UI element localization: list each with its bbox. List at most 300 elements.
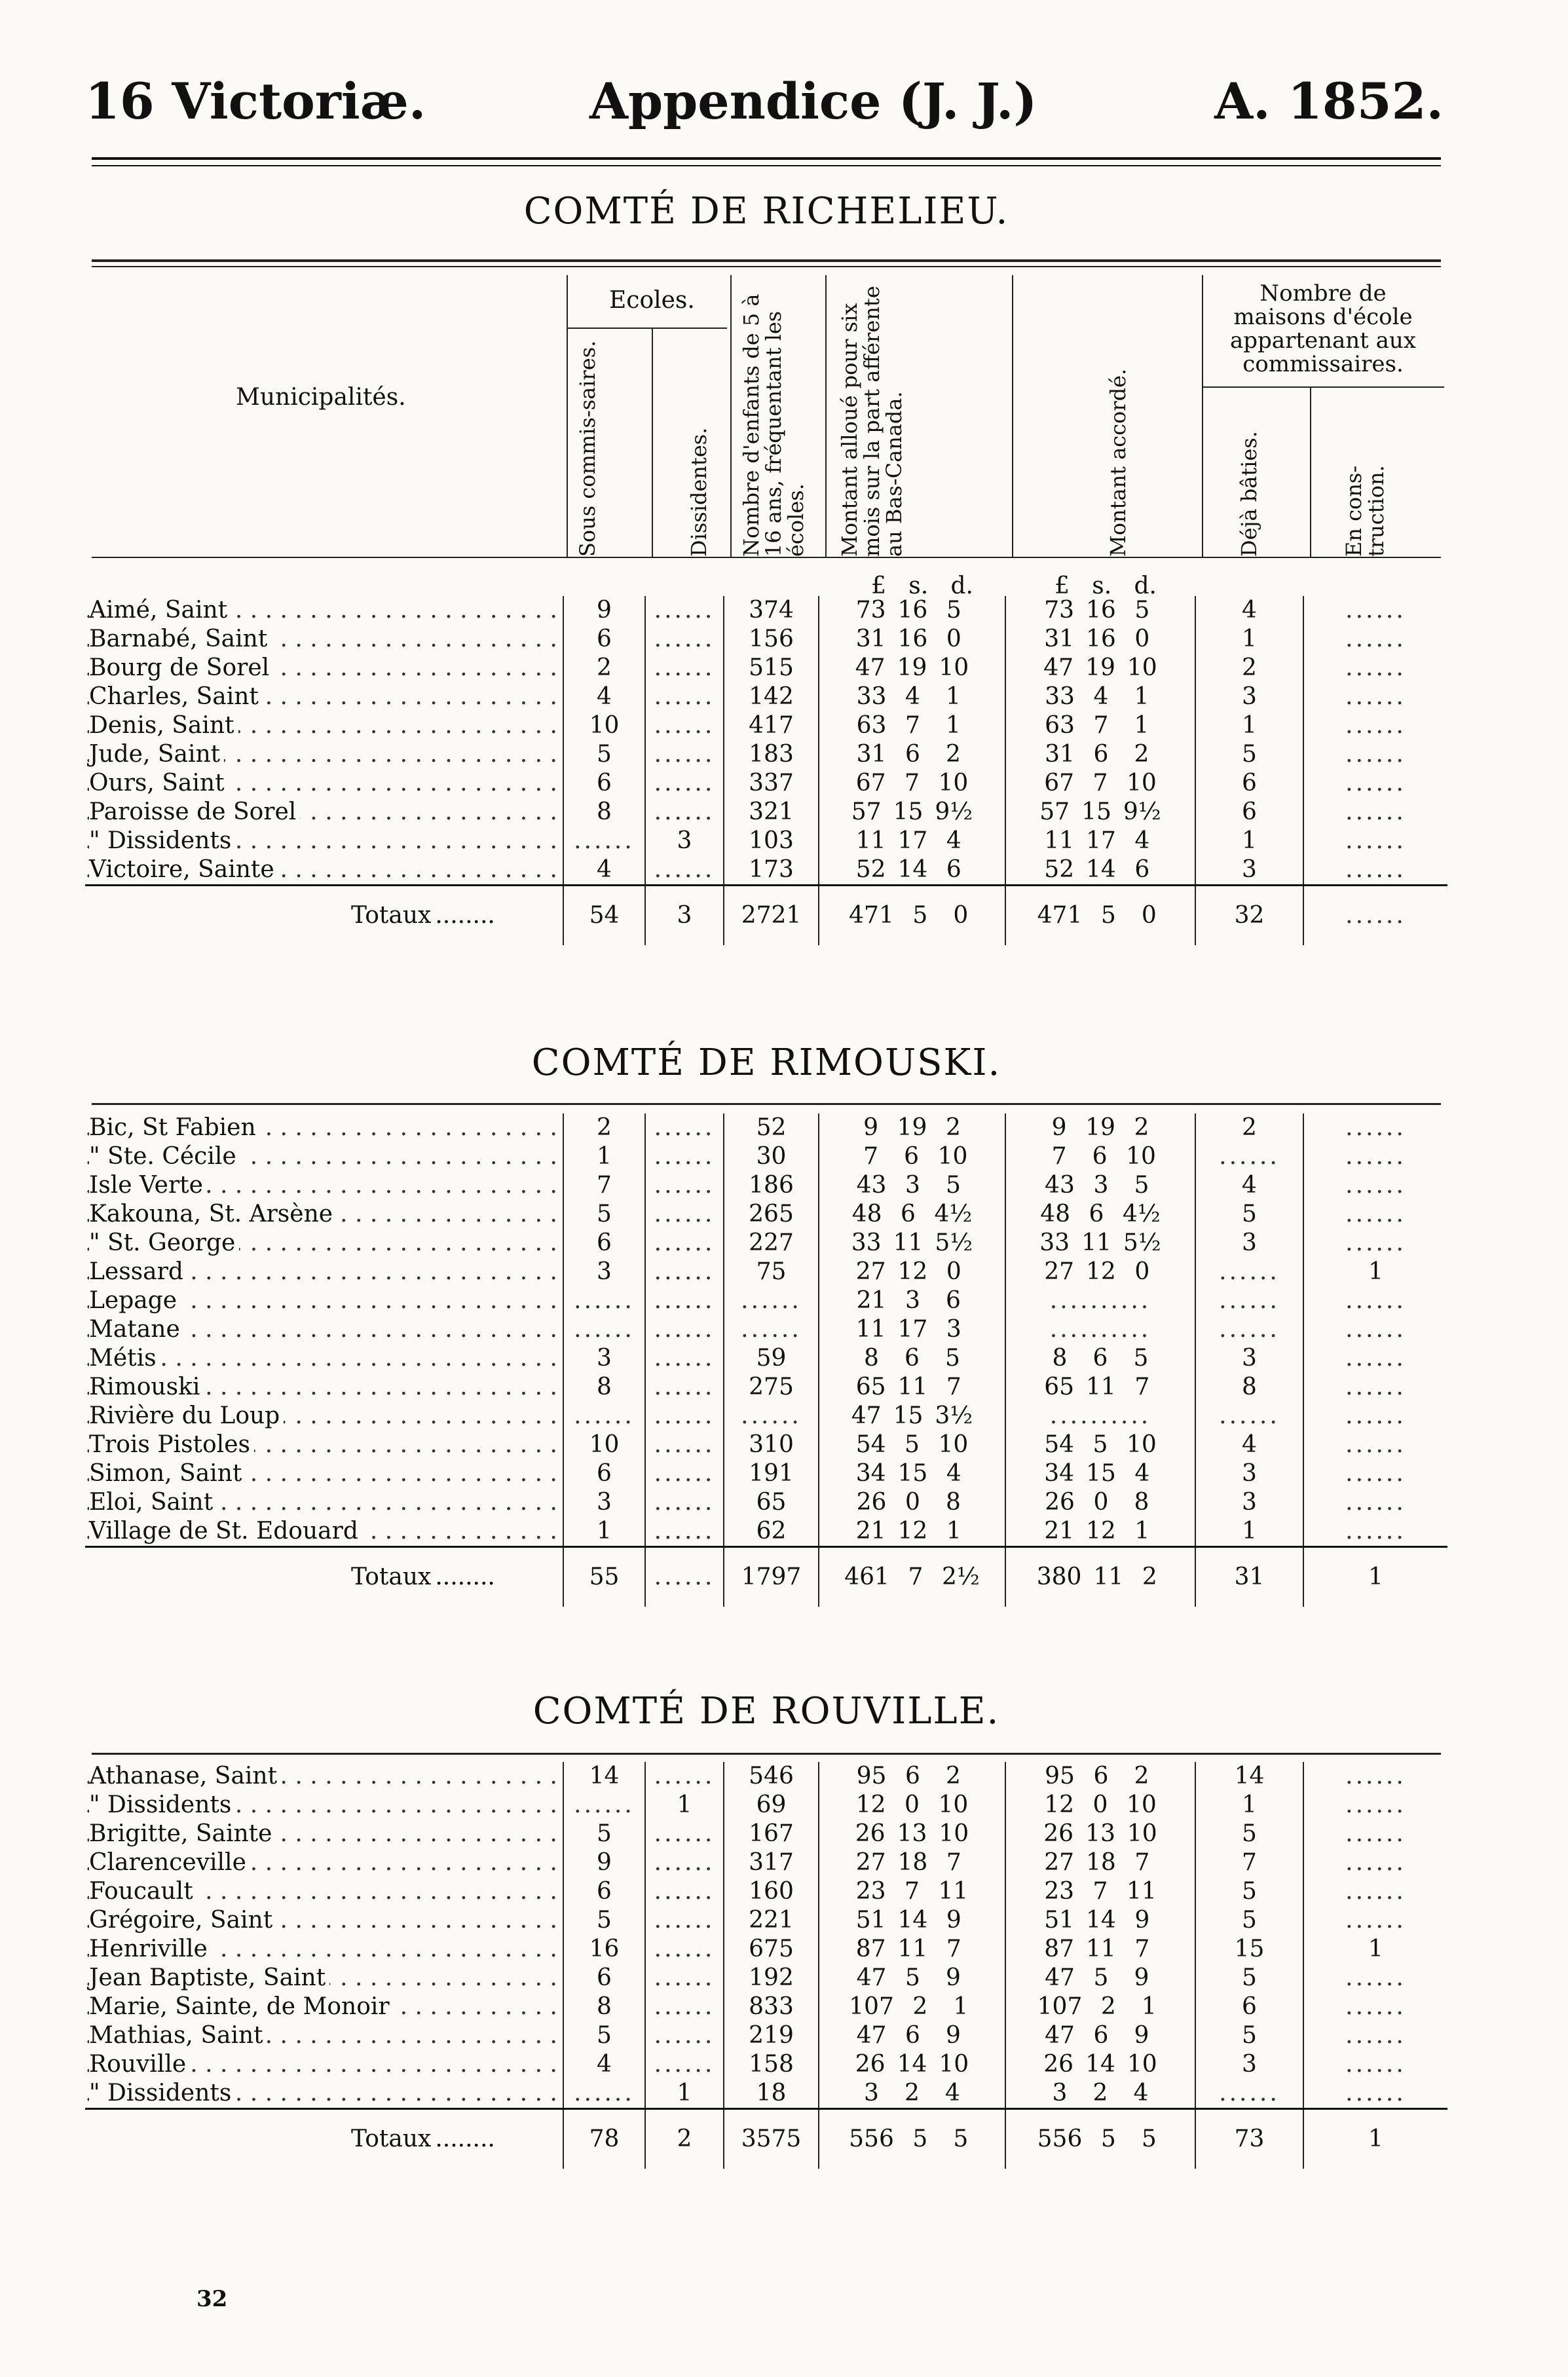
deja-baties-cell: 3	[1195, 2050, 1303, 2079]
table-row	[85, 1200, 1447, 1229]
deja-baties-cell: 1	[1195, 1517, 1303, 1547]
pence: 10	[939, 2051, 969, 2078]
col-ecoles: Ecoles.	[609, 287, 695, 314]
money-cell	[819, 1258, 1005, 1286]
municipality-label: Isle Verte	[89, 1172, 207, 1199]
pence: 4	[945, 2080, 960, 2106]
dissidentes-cell: ......	[645, 1402, 724, 1431]
municipality-name	[85, 1488, 563, 1517]
pounds: 27	[1044, 1258, 1074, 1285]
municipality-label: Brigitte, Sainte	[89, 1820, 276, 1847]
enfants-cell: 310	[724, 1431, 819, 1459]
pence: 10	[1127, 2051, 1157, 2078]
shillings: 16	[1086, 626, 1116, 652]
deja-baties-cell: 3	[1195, 1344, 1303, 1373]
shillings: 3	[905, 1287, 920, 1314]
shillings: 0	[905, 1489, 920, 1516]
table-row	[85, 1373, 1447, 1402]
municipality-label: Lessard	[89, 1258, 187, 1285]
money-cell	[819, 1142, 1005, 1171]
construction-cell: ......	[1303, 596, 1447, 625]
col-montant-accorde: Montant accordé.	[1106, 368, 1130, 557]
dissidentes-cell: ......	[645, 1229, 724, 1258]
shillings: 17	[897, 1316, 928, 1343]
pounds: 51	[855, 1907, 886, 1934]
municipality-name	[85, 1906, 563, 1935]
pence: 2½	[941, 1563, 980, 1590]
pounds: 67	[1044, 770, 1074, 796]
shillings: 19	[897, 1114, 927, 1141]
col-nombre-enfants: Nombre d'enfants de 5 à 16 ans, fréquentant les écoles.	[739, 293, 808, 557]
municipality-label: Rouville	[89, 2051, 190, 2078]
pence: 10	[1126, 1143, 1156, 1170]
sous-commissaires-cell: 3	[563, 1488, 645, 1517]
deja-baties-cell: ......	[1195, 1315, 1303, 1344]
municipality-label: Marie, Sainte, de Monoir	[89, 1993, 394, 2020]
pence: 8	[945, 1489, 961, 1516]
money-cell	[1005, 1517, 1195, 1547]
shillings: 11	[897, 1936, 928, 1962]
shillings: 18	[1086, 1849, 1116, 1876]
construction-cell: ......	[1303, 625, 1447, 654]
deja-baties-cell: ......	[1195, 1142, 1303, 1171]
pounds: 31	[1045, 741, 1075, 768]
shillings: 7	[1092, 1878, 1108, 1905]
pence: 0	[1134, 626, 1150, 652]
enfants-cell: 52	[724, 1114, 819, 1142]
pence: 5	[1134, 1172, 1149, 1199]
municipality-label: Mathias, Saint	[89, 2022, 267, 2049]
shillings: 16	[1086, 597, 1116, 624]
enfants-cell: 173	[724, 855, 819, 886]
deja-baties-cell: 3	[1195, 1459, 1303, 1488]
dissidentes-cell: ......	[645, 1762, 724, 1791]
money-cell	[819, 1820, 1005, 1848]
construction-cell: ......	[1303, 1200, 1447, 1229]
shillings: 16	[897, 597, 928, 624]
money-cell	[819, 2109, 1005, 2169]
table-row	[85, 1229, 1447, 1258]
pounds: 7	[863, 1143, 879, 1170]
money-cell	[1005, 769, 1195, 798]
shillings: 0	[1093, 1489, 1109, 1516]
sous-commissaires-cell: 2	[563, 1114, 645, 1142]
table-row	[85, 2021, 1447, 2050]
deja-baties-cell: 5	[1195, 1906, 1303, 1935]
deja-baties-cell: 2	[1195, 1114, 1303, 1142]
money-cell	[819, 2021, 1005, 2050]
totals-label-text: Totaux	[89, 902, 435, 929]
pence: 5	[1134, 597, 1150, 624]
pence: 0	[1134, 1258, 1150, 1285]
sous-commissaires-cell: 8	[563, 1993, 645, 2021]
pounds: 27	[855, 1258, 886, 1285]
pounds: 33	[1045, 683, 1075, 710]
sous-commissaires-cell: ......	[563, 2079, 645, 2109]
enfants-cell: 142	[724, 683, 819, 711]
pence: 5	[1133, 1345, 1149, 1372]
shillings: 6	[1093, 741, 1109, 768]
page-number: 32	[196, 2286, 228, 2312]
municipality-name	[85, 769, 563, 798]
pounds: 95	[1045, 1763, 1075, 1789]
pounds: 43	[1045, 1172, 1075, 1199]
col-municipalites: Municipalités.	[236, 384, 406, 411]
pounds: 21	[1044, 1518, 1074, 1544]
money-cell	[819, 1762, 1005, 1791]
dissidentes-cell: ......	[645, 1906, 724, 1935]
pence: 4	[1133, 2080, 1149, 2106]
enfants-cell: 321	[724, 798, 819, 827]
sous-commissaires-cell: 5	[563, 2021, 645, 2050]
pounds: 8	[864, 1345, 879, 1372]
enfants-cell: 374	[724, 596, 819, 625]
sous-commissaires-cell: 4	[563, 2050, 645, 2079]
deja-baties-cell: ......	[1195, 1286, 1303, 1315]
pence: 3½	[935, 1402, 973, 1429]
shillings: 13	[1085, 1820, 1115, 1847]
deja-baties-cell: 1	[1195, 711, 1303, 740]
money-cell	[1005, 654, 1195, 683]
shillings: 15	[893, 798, 924, 825]
money-cell	[819, 1935, 1005, 1964]
money-cell	[1005, 1200, 1195, 1229]
shillings: 14	[1086, 856, 1116, 883]
table-row	[85, 1762, 1447, 1791]
money-cell	[819, 1993, 1005, 2021]
municipality-name	[85, 1258, 563, 1286]
money-cell	[1005, 2109, 1195, 2169]
deja-baties-cell: ......	[1195, 2079, 1303, 2109]
construction-cell: ......	[1303, 1517, 1447, 1547]
col-sous-commissaires: Sous commis-saires.	[575, 340, 600, 557]
pounds: 27	[1044, 1849, 1074, 1876]
deja-baties-cell: 3	[1195, 1488, 1303, 1517]
money-cell	[819, 1402, 1005, 1431]
sous-commissaires-cell: 7	[563, 1171, 645, 1200]
construction-cell: ......	[1303, 654, 1447, 683]
dissidentes-cell: ......	[645, 769, 724, 798]
shillings: 11	[893, 1229, 924, 1256]
money-cell	[819, 769, 1005, 798]
pounds: 33	[851, 1229, 882, 1256]
pence: 4	[946, 1460, 961, 1487]
money-cell	[1005, 1431, 1195, 1459]
section-top-rule	[92, 1103, 1441, 1105]
municipality-name	[85, 1114, 563, 1142]
construction-cell: ......	[1303, 1229, 1447, 1258]
shillings: 12	[1086, 1258, 1116, 1285]
col-montant-alloue: Montant alloué pour six mois sur la part afférente au Bas-Canada.	[837, 286, 906, 557]
col-en-construction: En cons-truction.	[1341, 465, 1389, 557]
money-cell	[819, 1848, 1005, 1877]
table-row	[85, 1791, 1447, 1820]
pence: 10	[1127, 1791, 1157, 1818]
pence: 10	[939, 1820, 969, 1847]
municipality-label: " Dissidents	[89, 1791, 235, 1818]
enfants-cell: 158	[724, 2050, 819, 2079]
pence: 10	[1127, 654, 1157, 681]
running-head	[0, 66, 1568, 144]
shillings: 2	[912, 1993, 928, 2020]
municipality-label: Kakouna, St. Arsène	[89, 1201, 337, 1227]
sous-commissaires-cell: 1	[563, 1517, 645, 1547]
enfants-cell: 317	[724, 1848, 819, 1877]
municipality-name	[85, 740, 563, 769]
pounds: 65	[1044, 1374, 1074, 1400]
dissidentes-cell: ......	[645, 625, 724, 654]
pence: 1	[945, 712, 961, 739]
construction-cell: ......	[1303, 1459, 1447, 1488]
shillings: 5	[905, 1964, 920, 1991]
pounds: 54	[855, 1431, 886, 1458]
municipality-label: Denis, Saint	[89, 712, 238, 739]
municipality-label: Jude, Saint	[89, 741, 224, 768]
shillings: 6	[1093, 2022, 1109, 2049]
dissidentes-cell: ......	[645, 1200, 724, 1229]
municipality-label: Jean Baptiste, Saint	[89, 1964, 329, 1991]
currency-alloue: £ s. d.	[871, 572, 974, 599]
col-sep-5	[1012, 275, 1013, 557]
shillings: 3	[1093, 1172, 1109, 1199]
section-rimouski	[85, 1022, 1447, 1651]
municipality-name	[85, 654, 563, 683]
shillings: 5	[1093, 1964, 1109, 1991]
pence: 5	[946, 597, 961, 624]
shillings: 5	[1100, 2125, 1116, 2152]
money-cell	[1005, 1877, 1195, 1906]
shillings: 6	[1092, 1345, 1108, 1372]
deja-baties-cell: 5	[1195, 1877, 1303, 1906]
pounds: 11	[1044, 827, 1074, 854]
shillings: 11	[1086, 1374, 1116, 1400]
pence: 10	[938, 1431, 969, 1458]
municipality-name	[85, 1459, 563, 1488]
pence: 2	[1142, 1563, 1157, 1590]
money-cell	[1005, 1171, 1195, 1200]
dissidentes-cell: ......	[645, 1171, 724, 1200]
shillings: 7	[905, 1878, 920, 1905]
deja-baties-cell: 6	[1195, 769, 1303, 798]
total-diss: 2	[645, 2109, 724, 2169]
sous-commissaires-cell: 5	[563, 1906, 645, 1935]
money-cell	[819, 1171, 1005, 1200]
pence: 7	[1134, 1849, 1150, 1876]
pounds: 21	[856, 1287, 887, 1314]
construction-cell: ......	[1303, 1820, 1447, 1848]
shillings: 11	[1086, 1936, 1116, 1962]
pounds: 73	[855, 597, 886, 624]
deja-baties-cell: 7	[1195, 1848, 1303, 1877]
pence: 5	[945, 1172, 961, 1199]
pounds: 9	[1051, 1114, 1067, 1141]
money-cell	[1005, 1993, 1195, 2021]
pounds: 461	[844, 1563, 889, 1590]
sous-commissaires-cell: 3	[563, 1344, 645, 1373]
municipality-label: Clarenceville	[89, 1849, 250, 1876]
pounds: 34	[1044, 1460, 1074, 1487]
table-row	[85, 1344, 1447, 1373]
construction-cell: ......	[1303, 1344, 1447, 1373]
deja-baties-cell: 15	[1195, 1935, 1303, 1964]
currency-accorde: £ s. d.	[1055, 572, 1157, 599]
pence: 2	[945, 1114, 961, 1141]
sous-commissaires-cell: 6	[563, 769, 645, 798]
construction-cell: ......	[1303, 2021, 1447, 2050]
pence: 5	[953, 2125, 969, 2152]
dissidentes-cell: ......	[645, 1820, 724, 1848]
shillings: 17	[897, 827, 928, 854]
money-cell: ..........	[1005, 1286, 1195, 1315]
pence: 1	[953, 1993, 969, 2020]
municipality-label: Victoire, Sainte	[89, 856, 278, 883]
construction-cell: ......	[1303, 683, 1447, 711]
pounds: 23	[855, 1878, 886, 1905]
shillings: 19	[1085, 654, 1115, 681]
pence: 6	[946, 856, 961, 883]
table-row	[85, 2050, 1447, 2079]
table-row	[85, 1488, 1447, 1517]
deja-baties-cell: 4	[1195, 1171, 1303, 1200]
pounds: 556	[1037, 2125, 1083, 2152]
municipality-label: Rimouski	[89, 1374, 204, 1400]
municipality-label: Athanase, Saint	[89, 1763, 281, 1789]
money-cell	[1005, 1114, 1195, 1142]
pence: 6	[1134, 856, 1150, 883]
dissidentes-cell: ......	[645, 740, 724, 769]
money-cell	[1005, 596, 1195, 625]
header-session: 16 Victoriæ.	[85, 72, 426, 130]
pounds: 7	[1051, 1143, 1067, 1170]
money-cell	[819, 625, 1005, 654]
pence: 7	[1134, 1374, 1150, 1400]
pence: 2	[945, 1763, 961, 1789]
table-rimouski	[85, 1114, 1447, 1607]
municipality-label: Lepage	[89, 1287, 181, 1314]
money-cell	[819, 1286, 1005, 1315]
pounds: 47	[856, 2022, 887, 2049]
section-title: COMTÉ DE RICHELIEU.	[523, 190, 1009, 233]
sous-commissaires-cell: ......	[563, 1315, 645, 1344]
sous-commissaires-cell: 10	[563, 711, 645, 740]
construction-cell: ......	[1303, 1286, 1447, 1315]
total-construction: ......	[1303, 886, 1447, 946]
pence: 10	[938, 770, 969, 796]
shillings: 6	[904, 1143, 920, 1170]
pence: 10	[939, 654, 969, 681]
money-cell	[819, 855, 1005, 886]
dissidentes-cell: ......	[645, 2050, 724, 2079]
money-cell: ..........	[1005, 1402, 1195, 1431]
pence: 9½	[935, 798, 973, 825]
money-cell	[1005, 2079, 1195, 2109]
shillings: 11	[1081, 1229, 1111, 1256]
table-row	[85, 855, 1447, 886]
enfants-cell: ......	[724, 1315, 819, 1344]
municipality-label: Ours, Saint	[89, 770, 229, 796]
money-cell	[819, 1459, 1005, 1488]
sous-commissaires-cell: ......	[563, 1791, 645, 1820]
pence: 3	[946, 1316, 961, 1343]
deja-baties-cell: 6	[1195, 1993, 1303, 2021]
table-row	[85, 1935, 1447, 1964]
municipality-label: Bic, St Fabien	[89, 1114, 260, 1141]
header-year: A. 1852.	[1214, 72, 1444, 130]
totals-row	[85, 886, 1447, 946]
pounds: 51	[1044, 1907, 1074, 1934]
money-cell	[819, 1229, 1005, 1258]
enfants-cell: 160	[724, 1877, 819, 1906]
pounds: 8	[1052, 1345, 1068, 1372]
money-cell	[819, 683, 1005, 711]
dissidentes-cell: ......	[645, 654, 724, 683]
table-row	[85, 711, 1447, 740]
pence: 5½	[935, 1229, 973, 1256]
shillings: 5	[1092, 1431, 1108, 1458]
dissidentes-cell: ......	[645, 1258, 724, 1286]
pounds: 26	[1045, 1489, 1075, 1516]
sous-commissaires-cell: 9	[563, 596, 645, 625]
col-sep-1	[567, 275, 568, 557]
header-rule-thin	[92, 165, 1441, 166]
ecoles-underline	[567, 328, 727, 329]
money-cell	[819, 1200, 1005, 1229]
municipality-label: Barnabé, Saint	[89, 626, 271, 652]
enfants-cell: 275	[724, 1373, 819, 1402]
enfants-cell: 65	[724, 1488, 819, 1517]
shillings: 2	[1100, 1993, 1116, 2020]
pence: 0	[946, 626, 961, 652]
totals-label	[85, 886, 563, 946]
shillings: 15	[1081, 798, 1111, 825]
enfants-cell: 227	[724, 1229, 819, 1258]
table-row	[85, 827, 1447, 855]
total-sous: 54	[563, 886, 645, 946]
totals-row	[85, 2109, 1447, 2169]
pounds: 471	[1037, 902, 1083, 929]
shillings: 0	[905, 1791, 920, 1818]
pence: 0	[953, 902, 969, 929]
shillings: 0	[1092, 1791, 1108, 1818]
municipality-name	[85, 1848, 563, 1877]
total-diss: ......	[645, 1547, 724, 1607]
shillings: 19	[1085, 1114, 1115, 1141]
money-cell	[1005, 740, 1195, 769]
money-cell	[819, 2050, 1005, 2079]
enfants-cell: 417	[724, 711, 819, 740]
shillings: 7	[1093, 712, 1109, 739]
col-sep-3	[730, 275, 732, 557]
shillings: 6	[905, 1763, 920, 1789]
money-cell	[1005, 1848, 1195, 1877]
shillings: 19	[897, 654, 927, 681]
dissidentes-cell: ......	[645, 855, 724, 886]
pounds: 47	[1045, 2022, 1075, 2049]
money-cell	[1005, 1964, 1195, 1993]
sous-commissaires-cell: 6	[563, 1229, 645, 1258]
municipality-name	[85, 1315, 563, 1344]
enfants-cell: 103	[724, 827, 819, 855]
money-cell	[1005, 683, 1195, 711]
shillings: 7	[908, 1563, 924, 1590]
sous-commissaires-cell: 4	[563, 683, 645, 711]
construction-cell: ......	[1303, 1315, 1447, 1344]
table-row	[85, 1459, 1447, 1488]
deja-baties-cell: 6	[1195, 798, 1303, 827]
shillings: 16	[897, 626, 928, 652]
municipality-label: Trois Pistoles	[89, 1431, 254, 1458]
deja-baties-cell: 3	[1195, 683, 1303, 711]
